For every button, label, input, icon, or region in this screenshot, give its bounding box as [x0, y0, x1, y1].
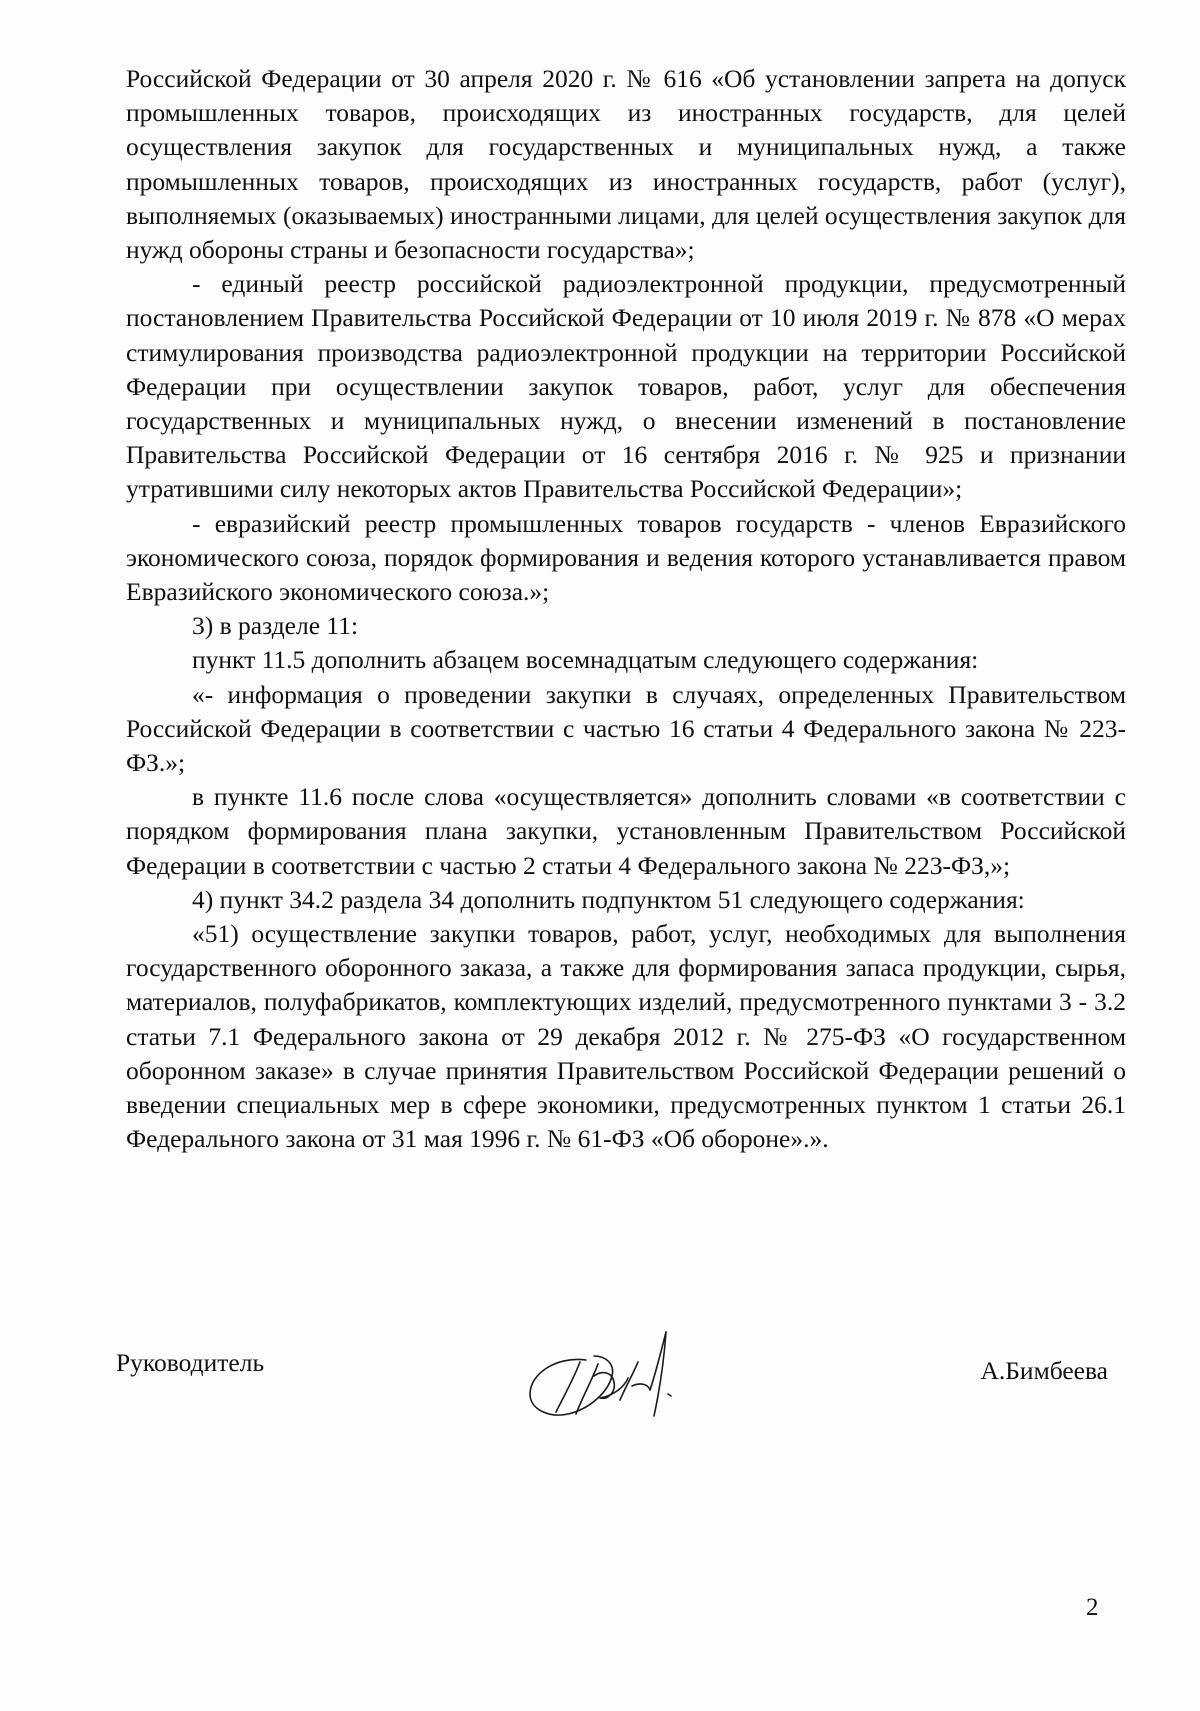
signature-block [116, 1326, 1116, 1436]
handwritten-signature [516, 1326, 706, 1436]
paragraph-clause-11-5-text: «- информация о проведении закупки в случаях, определенных Правительством Российской Федерации в соответствии с частью 16 статьи 4 Федерального закона № 223-ФЗ.»; [126, 679, 1126, 778]
paragraph-radioelectronic-registry: - единый реестр российской радиоэлектронной продукции, предусмотренный постановлением Правительства Российской Федерации от 10 июля 2019 г. № 878 «О мерах стимулирования производства радиоэлектронной продукции на территории Российской Федерации при осуществлении закупок товаров, работ, услуг для обеспечения государственных и муниципальных нужд, о внесении изменений в постановление Правительства Российской Федерации от 16 сентября 2016 г. № 925 и признании утратившими силу некоторых актов Правительства Российской Федерации»; [126, 269, 1126, 504]
signatory-title: Руководитель [116, 1348, 265, 1377]
paragraph-eurasian-registry: - евразийский реестр промышленных товаров государств - членов Евразийского экономического союза, порядок формирования и ведения которого устанавливается правом Евразийского экономического союза.»; [126, 508, 1126, 607]
signatory-name: А.Бимбеева [980, 1356, 1108, 1385]
paragraph-clause-11-6: в пункте 11.6 после слова «осуществляется» дополнить словами «в соответствии с порядком формирования плана закупки, установленным Правительством Российской Федерации в соответствии с частью 2 статьи 4 Федерального закона № 223-ФЗ,»; [126, 782, 1126, 880]
paragraph-item-4-heading: 4) пункт 34.2 раздела 34 дополнить подпунктом 51 следующего содержания: [192, 884, 1025, 914]
paragraph-clause-11-5: пункт 11.5 дополнить абзацем восемнадцатым следующего содержания: [192, 645, 979, 675]
paragraph-item-3-heading: 3) в разделе 11: [192, 611, 359, 641]
page-number: 2 [1086, 1594, 1099, 1621]
paragraph-subclause-51: «51) осуществление закупки товаров, работ, услуг, необходимых для выполнения государственного оборонного заказа, а также для формирования запаса продукции, сырья, материалов, полуфабрикатов, комплектующих изделий, предусмотренного пунктами 3 - 3.2 статьи 7.1 Федерального закона от 29 декабря 2012 г. № 275-ФЗ «О государственном оборонном заказе» в случае принятия Правительством Российской Федерации решений о введении специальных мер в сфере экономики, предусмотренных пунктом 1 статьи 26.1 Федерального закона от 31 мая 1996 г. № 61-ФЗ «Об обороне».». [126, 919, 1126, 1154]
paragraph-decree-616-continuation: Российской Федерации от 30 апреля 2020 г. № 616 «Об установлении запрета на допуск промышленных товаров, происходящих из иностранных государств, для целей осуществления закупок для государственных и муниципальных нужд, а также промышленных товаров, происходящих из иностранных государств, работ (услуг), выполняемых (оказываемых) иностранными лицами, для целей осуществления закупок для нужд обороны страны и безопасности государства»; [126, 64, 1126, 265]
document-body [126, 62, 1126, 1157]
